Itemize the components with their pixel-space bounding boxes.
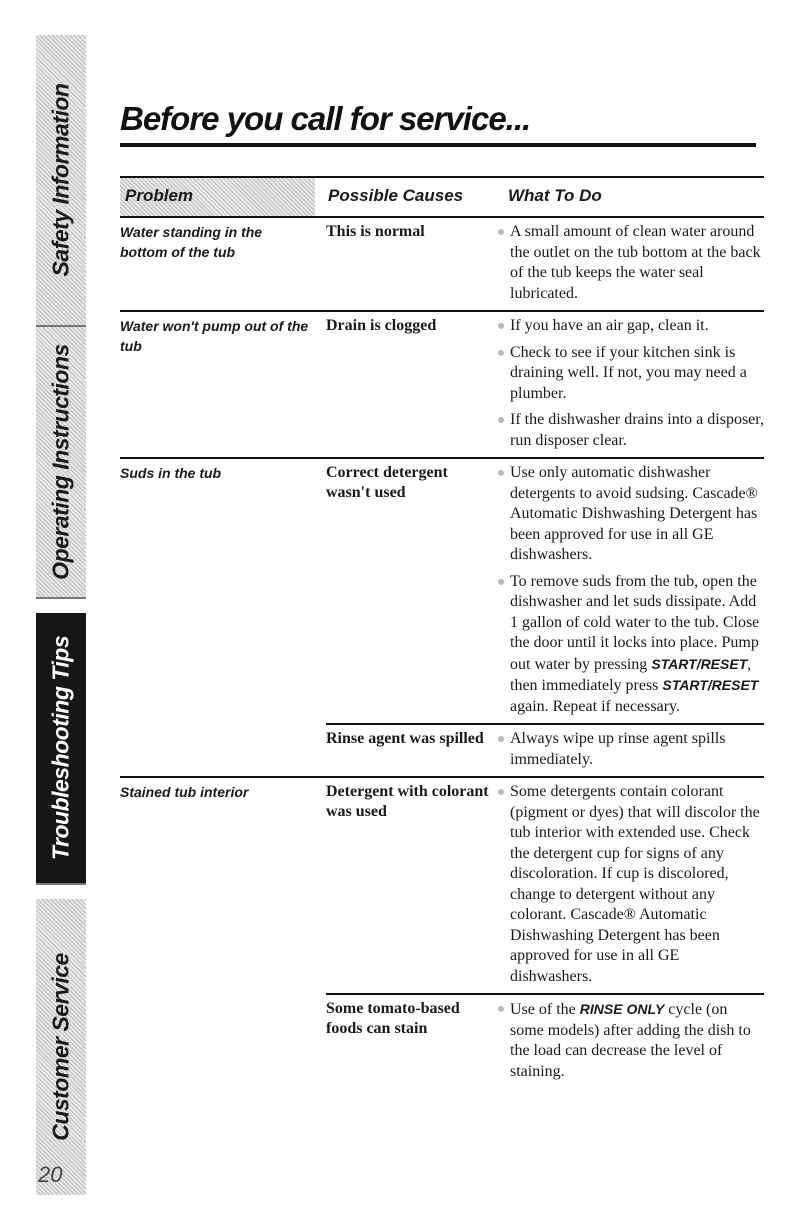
cause-text: Rinse agent was spilled bbox=[326, 730, 484, 747]
todo-list bbox=[496, 218, 764, 310]
cause-block bbox=[326, 218, 764, 310]
problem-column-header: Problem bbox=[125, 186, 194, 205]
list-item bbox=[496, 782, 764, 987]
item-text: To remove suds from the tub, open the dishwasher and let suds dissipate. Add 1 gallon of cold water to the tub. Close the door until it locks into place. Pump out water by pressing START/RESET, then immediately press START/RESET again. Repeat if necessary. bbox=[510, 572, 760, 715]
list-item bbox=[496, 343, 764, 405]
tab-customer-service[interactable] bbox=[36, 899, 86, 1195]
troubleshooting-table bbox=[120, 176, 764, 1088]
item-text: Always wipe up rinse agent spills immediately. bbox=[510, 730, 726, 768]
list-item bbox=[496, 463, 764, 566]
tab-operating-instructions[interactable] bbox=[36, 327, 86, 597]
todo-list bbox=[496, 725, 764, 776]
keyword: START/RESET bbox=[662, 677, 759, 693]
problem-text: Suds in the tub bbox=[120, 465, 222, 481]
table-header bbox=[120, 176, 764, 218]
table-row bbox=[120, 312, 764, 459]
keyword: START/RESET bbox=[651, 655, 748, 672]
cause-block bbox=[326, 993, 764, 1088]
table-row bbox=[120, 218, 764, 312]
tab-label: Safety Information bbox=[47, 83, 74, 277]
cause-text: Some tomato-based foods can stain bbox=[326, 1000, 460, 1037]
bullet-icon bbox=[498, 1006, 504, 1012]
list-item bbox=[496, 729, 764, 770]
bullet-icon bbox=[498, 789, 504, 795]
table-row bbox=[120, 459, 764, 778]
section-tab-strip bbox=[36, 35, 86, 1195]
table-row bbox=[120, 778, 764, 1088]
tab-divider bbox=[36, 597, 86, 599]
cause-block bbox=[326, 778, 764, 993]
todo-list bbox=[496, 459, 764, 723]
cause-block bbox=[326, 723, 764, 776]
cause-text: Correct detergent wasn't used bbox=[326, 464, 448, 501]
bullet-icon bbox=[498, 579, 504, 585]
item-text: If you have an air gap, clean it. bbox=[510, 317, 709, 334]
tab-label: Customer Service bbox=[47, 953, 74, 1141]
tab-label: Operating Instructions bbox=[47, 344, 74, 580]
list-item bbox=[496, 572, 764, 718]
list-item bbox=[496, 999, 764, 1082]
bullet-icon bbox=[498, 350, 504, 356]
cause-text: This is normal bbox=[326, 223, 425, 240]
tab-troubleshooting-tips[interactable] bbox=[36, 613, 86, 883]
cause-text: Drain is clogged bbox=[326, 317, 437, 334]
problem-text: Stained tub interior bbox=[120, 784, 249, 800]
item-text: Some detergents contain colorant (pigment or dyes) that will discolor the tub interior with extended use. Check the detergent cup for signs of any discoloration. If cup is discolored, change to detergent without any colorant. Cascade® Automatic Dishwashing Detergent has been approved for use in all GE dishwashers. bbox=[510, 783, 760, 985]
tab-safety-information[interactable] bbox=[36, 35, 86, 325]
todo-column-header: What To Do bbox=[508, 186, 602, 205]
bullet-icon bbox=[498, 323, 504, 329]
cause-block bbox=[326, 312, 764, 457]
title-rule bbox=[120, 143, 756, 147]
tab-divider bbox=[36, 883, 86, 885]
bullet-icon bbox=[498, 229, 504, 235]
problem-text: Water standing in the bottom of the tub bbox=[120, 224, 263, 260]
bullet-icon bbox=[498, 736, 504, 742]
page-number: 20 bbox=[38, 1162, 63, 1187]
todo-list bbox=[496, 995, 764, 1088]
tab-label: Troubleshooting Tips bbox=[47, 635, 74, 861]
cause-text: Detergent with colorant was used bbox=[326, 783, 489, 820]
item-text: A small amount of clean water around the outlet on the tub bottom at the back of the tub keeps the water seal lubricated. bbox=[510, 223, 761, 302]
todo-list bbox=[496, 778, 764, 993]
causes-column-header: Possible Causes bbox=[328, 186, 464, 205]
item-text: Use of the RINSE ONLY cycle (on some models) after adding the dish to the load can decrease the level of staining. bbox=[510, 1001, 751, 1080]
problem-text: Water won't pump out of the tub bbox=[120, 318, 309, 354]
list-item bbox=[496, 410, 764, 451]
todo-list bbox=[496, 312, 764, 457]
bullet-icon bbox=[498, 417, 504, 423]
page-title: Before you call for service... bbox=[120, 100, 531, 137]
list-item bbox=[496, 222, 764, 304]
list-item bbox=[496, 316, 764, 337]
item-text: Use only automatic dishwasher detergents to avoid sudsing. Cascade® Automatic Dishwashing Detergent has been approved for use in all GE dishwashers. bbox=[510, 464, 758, 563]
item-text: Check to see if your kitchen sink is draining well. If not, you may need a plumber. bbox=[510, 343, 747, 402]
item-text: If the dishwasher drains into a disposer, run disposer clear. bbox=[510, 411, 764, 449]
keyword: RINSE ONLY bbox=[579, 1001, 665, 1017]
bullet-icon bbox=[498, 470, 504, 476]
cause-block bbox=[326, 459, 764, 723]
